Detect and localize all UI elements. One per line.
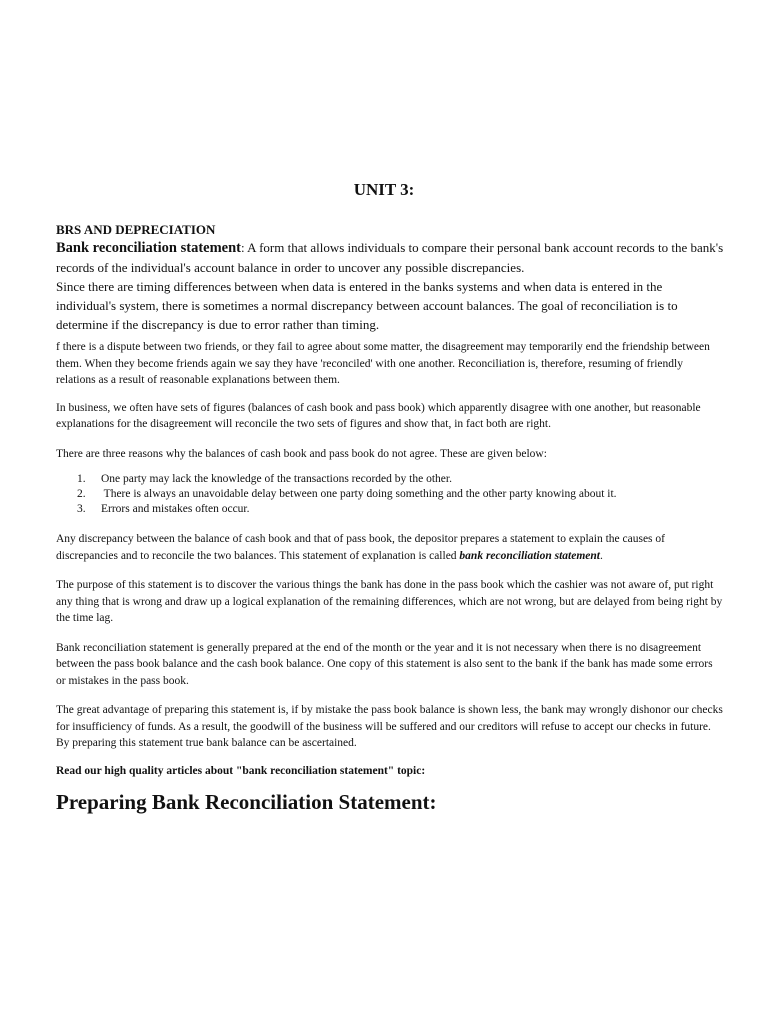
list-item bbox=[77, 472, 724, 487]
discrepancy-paragraph bbox=[56, 531, 724, 564]
body-section bbox=[56, 339, 724, 777]
timing-paragraph: Since there are timing differences between when data is entered in the banks systems and when data is entered in the individual's system, there is sometimes a normal discrepancy between account balances. The goal of reconciliation is to determine if the discrepancy is due to error rather than timing. bbox=[56, 279, 678, 332]
list-item bbox=[77, 502, 724, 517]
definition-paragraph bbox=[56, 238, 724, 277]
list-item-number: 3. bbox=[77, 503, 86, 515]
read-more-line: Read our high quality articles about "bank reconciliation statement" topic: bbox=[56, 764, 426, 777]
list-item-number: 2. bbox=[77, 488, 86, 500]
prepared-paragraph: Bank reconciliation statement is generally prepared at the end of the month or the year and it is not necessary when there is no disagreement between the pass book balance and the cash book balance. One copy of this statement is also sent to the bank if the bank has made some errors or mistakes in the pass book. bbox=[56, 641, 713, 687]
list-item bbox=[77, 487, 724, 502]
reasons-list bbox=[56, 472, 724, 517]
purpose-paragraph: The purpose of this statement is to discover the various things the bank has done in the pass book which the cashier was not aware of, put right any thing that is wrong and draw up a logical explanation of the remaining differences, which are not wrong, but are delayed from being right by the time lag. bbox=[56, 579, 723, 624]
list-item-text: One party may lack the knowledge of the transactions recorded by the other. bbox=[101, 473, 452, 485]
reasons-intro: There are three reasons why the balances of cash book and pass book do not agree. These are given below: bbox=[56, 447, 547, 460]
discrepancy-text: Any discrepancy between the balance of cash book and that of pass book, the depositor prepares a statement to explain the causes of discrepancies and to reconcile the two balances. This statement of explanation is called bbox=[56, 533, 665, 562]
unit-title: UNIT 3: bbox=[353, 180, 415, 199]
preparing-heading: Preparing Bank Reconciliation Statement: bbox=[56, 790, 437, 814]
friends-paragraph: f there is a dispute between two friends, or they fail to agree about some matter, the disagreement may temporarily end the friendship between them. When they become friends again we say they have 'reconciled' with one another. Reconciliation is, therefore, resuming of friendly relations as a result of reasonable explanations between them. bbox=[56, 341, 710, 386]
section-heading: BRS AND DEPRECIATION bbox=[56, 222, 216, 237]
list-item-number: 1. bbox=[77, 473, 86, 485]
definition-term: Bank reconciliation statement bbox=[56, 240, 241, 256]
advantage-paragraph: The great advantage of preparing this statement is, if by mistake the pass book balance is shown less, the bank may wrongly dishonor our checks for insufficiency of funds. As a result, the goodwill of the business will be suffered and our creditors will refuse to accept our checks in future. By preparing this statement true bank balance can be ascertained. bbox=[56, 704, 723, 749]
list-item-text: There is always an unavoidable delay between one party doing something and the other party knowing about it. bbox=[101, 488, 617, 500]
list-item-text: Errors and mistakes often occur. bbox=[101, 503, 250, 515]
discrepancy-end: . bbox=[599, 549, 603, 562]
business-paragraph: In business, we often have sets of figures (balances of cash book and pass book) which apparently disagree with one another, but reasonable explanations for the disagreement will reconcile the two sets of figures and show that, in fact both are right. bbox=[56, 401, 701, 430]
intro-section bbox=[56, 222, 724, 334]
discrepancy-term: bank reconciliation statement bbox=[459, 549, 600, 562]
definition-text: : A form that allows individuals to compare their personal bank account records to the bank's records of the individual's account balance in order to uncover any possible discrepancies. bbox=[56, 240, 724, 275]
